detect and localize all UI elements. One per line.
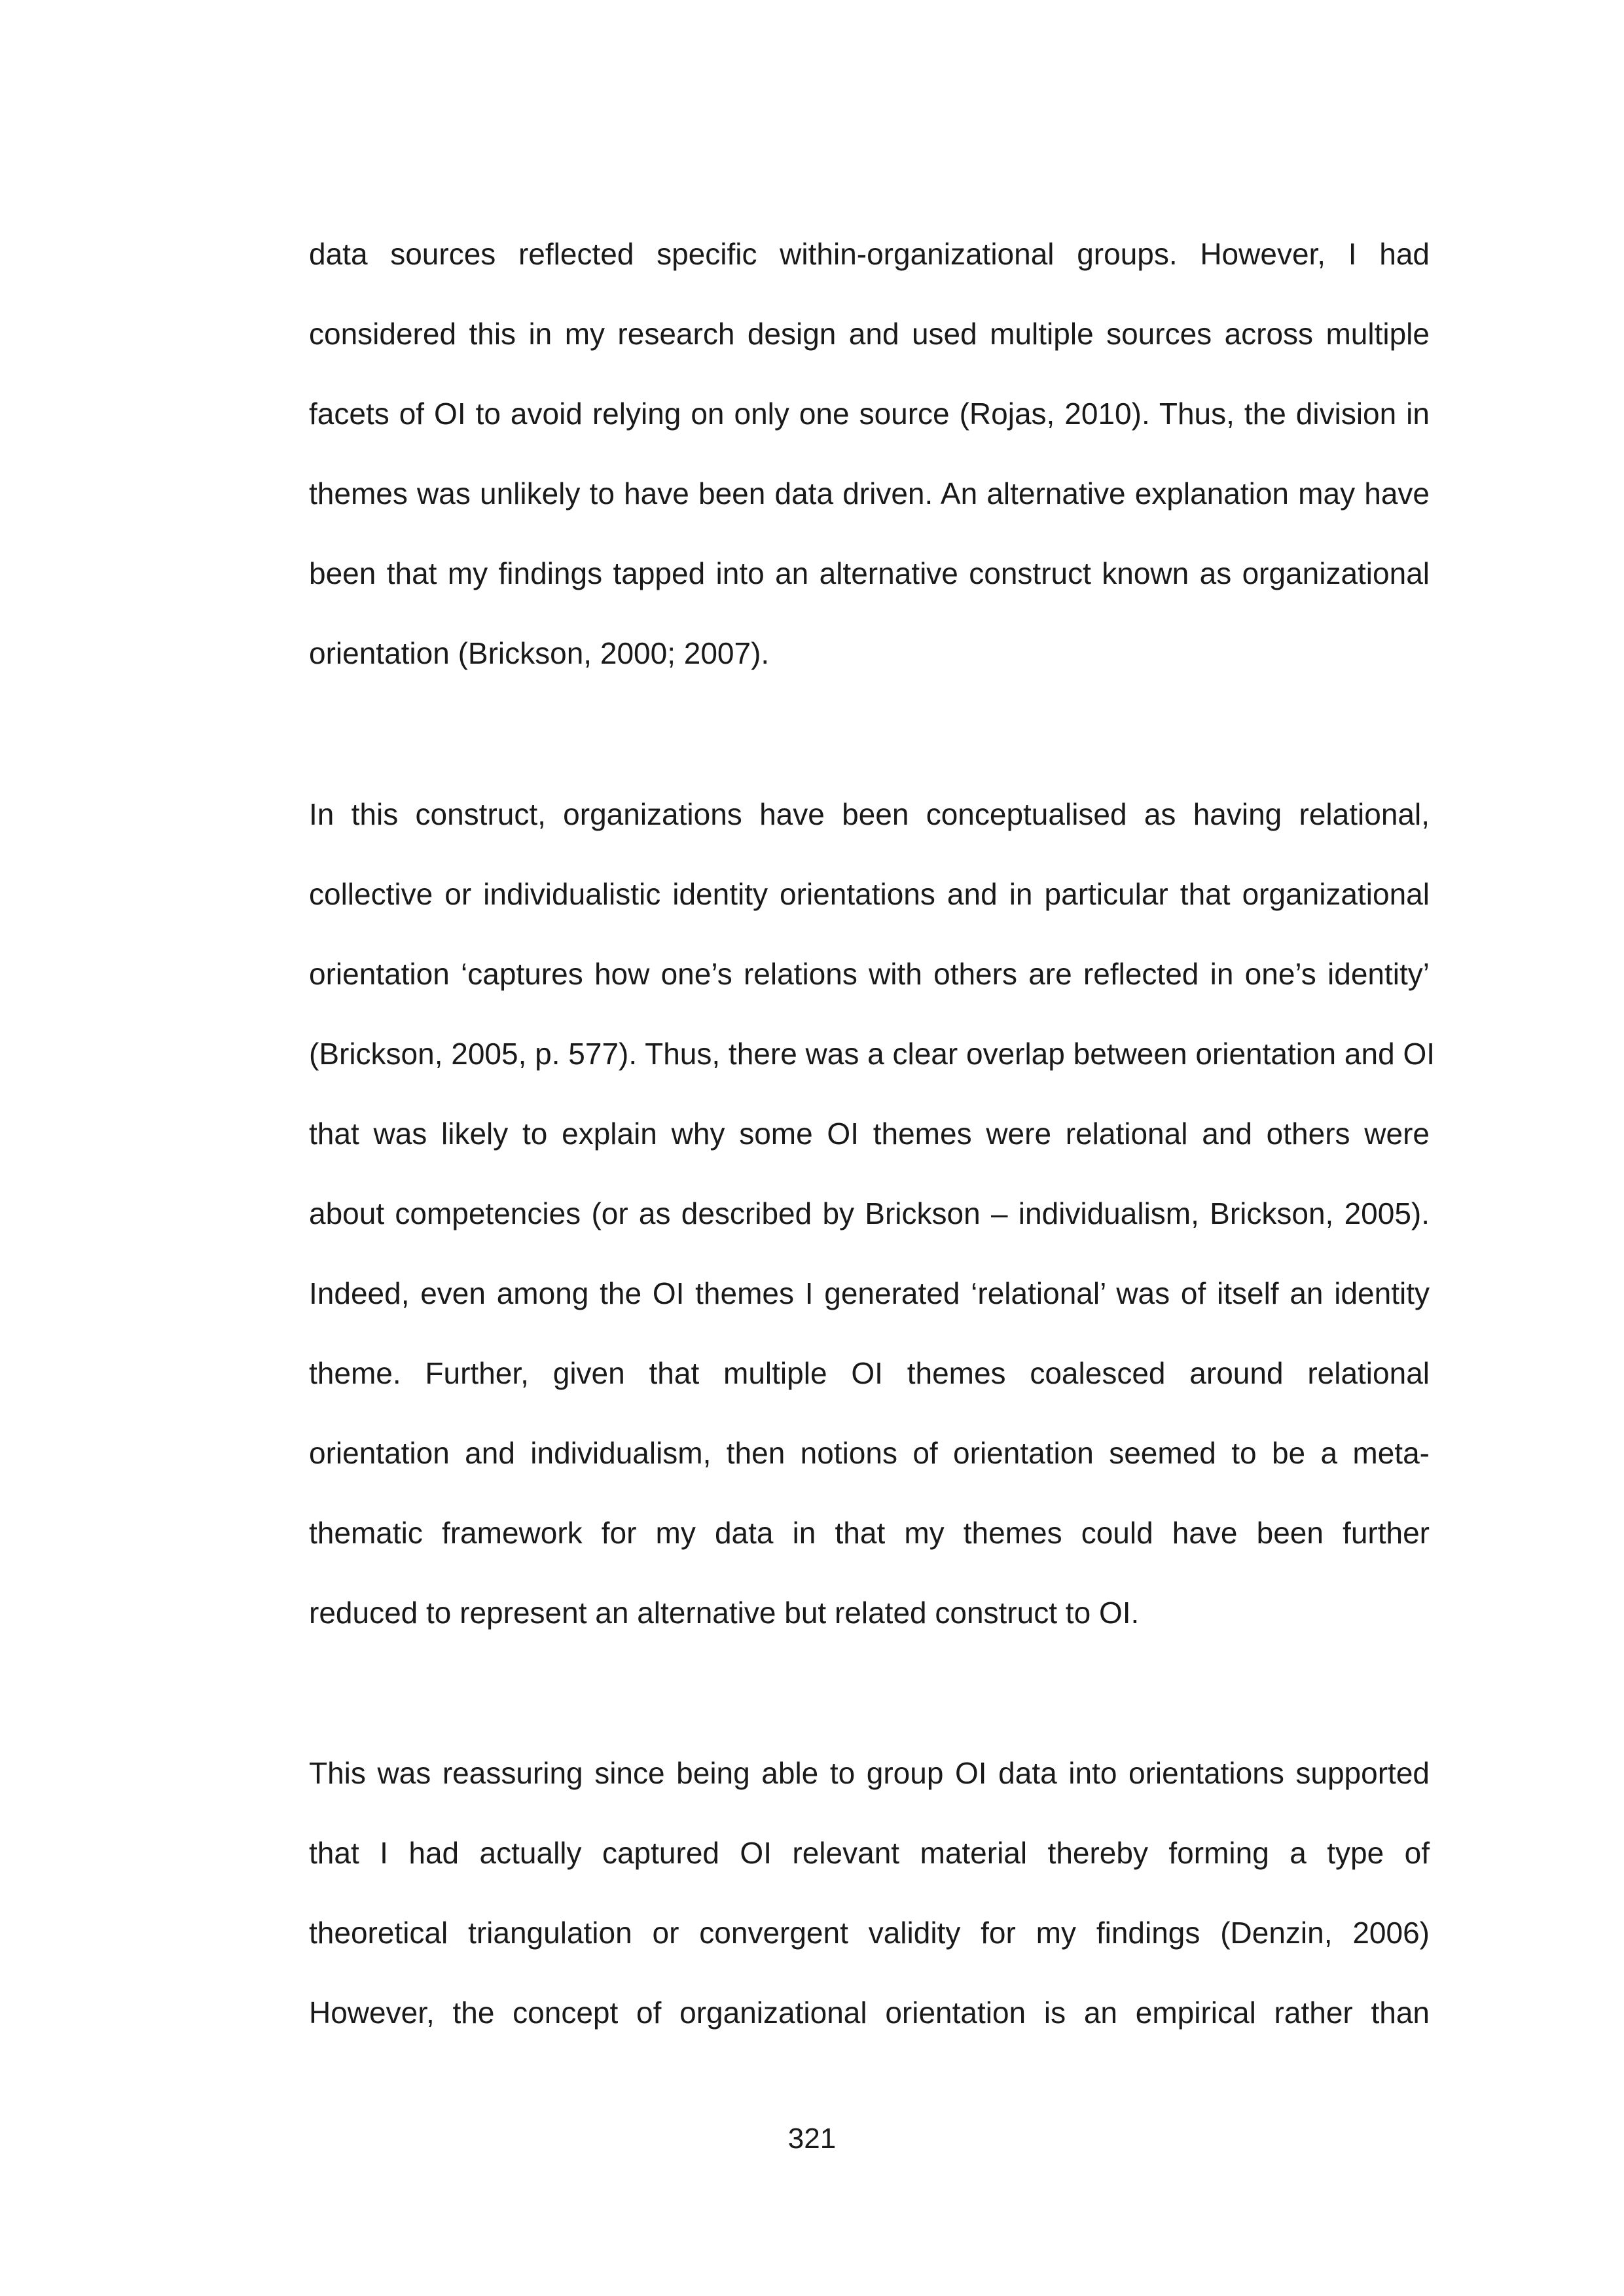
text-line: about competencies (or as described by Brickson – individualism, Brickson, 2005). [309,1196,1430,1230]
text-line: orientation and individualism, then notions of orientation seemed to be a meta- [309,1436,1430,1470]
text-line: However, the concept of organizational orientation is an empirical rather than [309,1996,1430,2030]
text-line: that I had actually captured OI relevant material thereby forming a type of [309,1836,1430,1870]
text-line: theoretical triangulation or convergent validity for my findings (Denzin, 2006) [309,1916,1430,1950]
paragraph-1 [309,214,1430,693]
text-line: facets of OI to avoid relying on only one source (Rojas, 2010). Thus, the division in [309,397,1430,431]
text-line: data sources reflected specific within-organizational groups. However, I had [309,237,1430,271]
text-line: that was likely to explain why some OI themes were relational and others were [309,1117,1430,1151]
paragraph-3 [309,1733,1430,2053]
text-line: orientation (Brickson, 2000; 2007). [309,636,770,670]
page-number: 321 [787,2123,837,2155]
text-line: (Brickson, 2005, p. 577). Thus, there was a clear overlap between orientation and OI [309,1037,1435,1071]
text-line: reduced to represent an alternative but related construct to OI. [309,1596,1140,1630]
text-line: This was reassuring since being able to group OI data into orientations supported [309,1756,1430,1790]
text-line: collective or individualistic identity orientations and in particular that organizational [309,877,1430,911]
text-line: themes was unlikely to have been data driven. An alternative explanation may have [309,476,1430,511]
paragraph-2 [309,774,1435,1653]
text-line: In this construct, organizations have been conceptualised as having relational, [309,797,1430,831]
text-line: been that my findings tapped into an alternative construct known as organizational [309,556,1430,590]
text-line: Indeed, even among the OI themes I generated ‘relational’ was of itself an identity [309,1276,1430,1310]
text-line: considered this in my research design and used multiple sources across multiple [309,317,1430,351]
text-line: orientation ‘captures how one’s relations with others are reflected in one’s identity’ [309,957,1430,991]
text-line: theme. Further, given that multiple OI themes coalesced around relational [309,1356,1430,1390]
text-line: thematic framework for my data in that my themes could have been further [309,1516,1430,1550]
